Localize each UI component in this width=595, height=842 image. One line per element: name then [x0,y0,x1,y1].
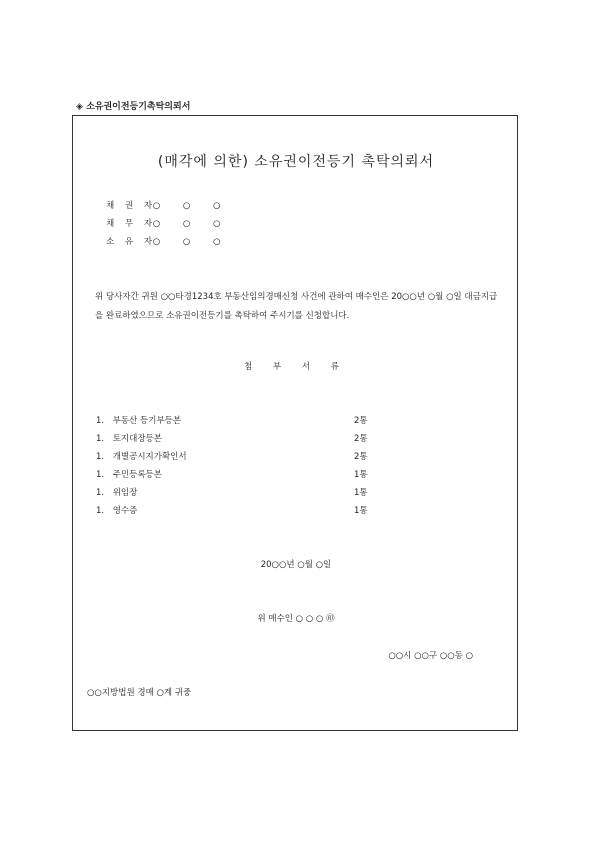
document-header-label [76,99,190,112]
party-creditor [106,199,230,211]
attachment-number: 1. [96,416,105,426]
attachment-row [96,450,386,462]
document-frame [72,115,518,731]
attachment-number: 1. [96,434,105,444]
party-label: 채 권 자 [106,201,157,211]
attachment-name: 개별공시지가확인서 [112,452,187,462]
attachment-number: 1. [96,470,105,480]
attachment-number: 1. [96,506,105,516]
party-label: 소 유 자 [106,237,157,247]
attachment-name: 토지대장등본 [112,434,162,444]
attachment-quantity: 1통 [354,488,368,498]
attachment-quantity: 2통 [354,416,368,426]
party-owner [106,235,230,247]
attachment-row [96,486,386,498]
attachment-row [96,414,386,426]
party-label: 채 무 자 [106,219,157,229]
diamond-bullet-icon: ◈ [76,102,83,112]
party-value: ○ ○ ○ [152,219,231,229]
party-value: ○ ○ ○ [152,237,231,247]
attachment-name: 부동산 등기부등본 [112,416,182,426]
request-body-text: 위 당사자간 귀원 ○○타경1234호 부동산임의경매신청 사건에 관하여 매수인은 20○○년 ○월 ○일 대금지급을 완료하였으므로 소유권이전등기를 촉탁하여 주시기를 신청합니다. [95,292,498,321]
header-title: 소유권이전등기촉탁의뢰서 [86,102,191,112]
buyer-address: ○○시 ○○구 ○○동 ○ [388,651,473,661]
attachment-row [96,432,386,444]
attachment-quantity: 1통 [354,506,368,516]
attachment-row [96,468,386,480]
attachment-name: 위임장 [112,488,138,498]
attachment-quantity: 2통 [354,434,368,444]
party-debtor [106,217,230,229]
attachment-number: 1. [96,488,105,498]
attachment-name: 영수증 [112,506,138,516]
document-title: (매각에 의한) 소유권이전등기 촉탁의뢰서 [157,154,435,170]
party-value: ○ ○ ○ [152,201,231,211]
attachments-heading: 첨 부 서 류 [244,362,348,372]
request-date: 20○○년 ○월 ○일 [260,560,332,570]
attachment-name: 주민등록등본 [112,470,162,480]
attachment-row [96,504,386,516]
attachment-quantity: 1통 [354,470,368,480]
attachment-number: 1. [96,452,105,462]
court-recipient: ○○지방법원 경매 ○계 귀중 [87,688,192,698]
attachment-quantity: 2통 [354,452,368,462]
buyer-signature: 위 매수인 ○ ○ ○ ㊞ [257,614,335,624]
